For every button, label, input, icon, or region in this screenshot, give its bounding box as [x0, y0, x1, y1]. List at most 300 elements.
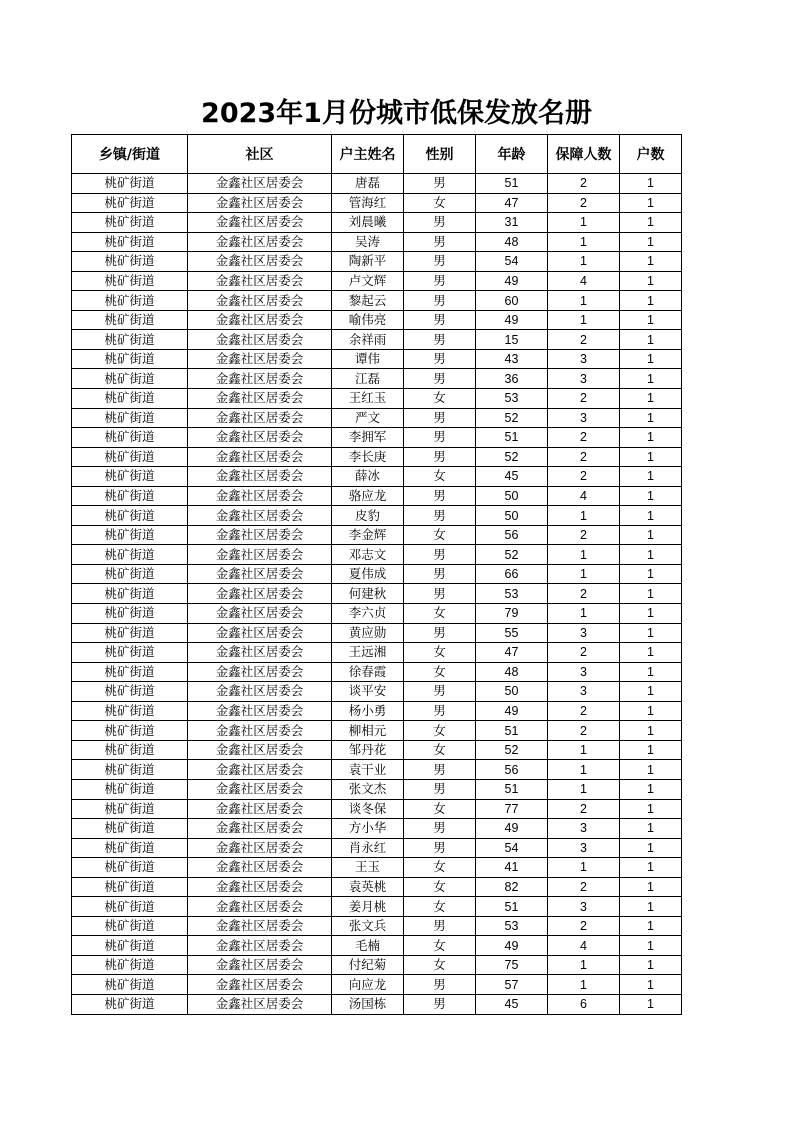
households-cell: 1 [620, 760, 682, 780]
gender-cell: 男 [404, 545, 476, 565]
gender-cell: 男 [404, 623, 476, 643]
covered-persons-cell: 1 [548, 858, 620, 878]
covered-persons-cell: 2 [548, 877, 620, 897]
table-row [72, 955, 682, 975]
table-row [72, 721, 682, 741]
covered-persons-cell: 2 [548, 701, 620, 721]
covered-persons-cell: 3 [548, 682, 620, 702]
households-cell: 1 [620, 213, 682, 233]
table-row [72, 389, 682, 409]
covered-persons-cell: 2 [548, 643, 620, 663]
age-cell: 53 [476, 584, 548, 604]
age-cell: 52 [476, 447, 548, 467]
age-cell: 49 [476, 936, 548, 956]
township-cell: 桃矿街道 [72, 193, 188, 213]
age-cell: 45 [476, 467, 548, 487]
gender-cell: 男 [404, 701, 476, 721]
covered-persons-cell: 3 [548, 369, 620, 389]
covered-persons-cell: 3 [548, 662, 620, 682]
table-row [72, 447, 682, 467]
roster-table [71, 134, 682, 1015]
households-cell: 1 [620, 682, 682, 702]
age-cell: 49 [476, 701, 548, 721]
gender-cell: 女 [404, 389, 476, 409]
gender-header: 性别 [404, 135, 476, 174]
community-cell: 金鑫社区居委会 [188, 232, 332, 252]
householder-name-cell: 李金辉 [332, 525, 404, 545]
age-cell: 43 [476, 349, 548, 369]
householder-name-cell: 李六贞 [332, 604, 404, 624]
gender-cell: 女 [404, 897, 476, 917]
table-row [72, 330, 682, 350]
community-cell: 金鑫社区居委会 [188, 564, 332, 584]
table-row [72, 213, 682, 233]
community-cell: 金鑫社区居委会 [188, 389, 332, 409]
table-row [72, 623, 682, 643]
community-cell: 金鑫社区居委会 [188, 994, 332, 1014]
age-cell: 47 [476, 193, 548, 213]
table-row [72, 232, 682, 252]
township-cell: 桃矿街道 [72, 838, 188, 858]
age-cell: 57 [476, 975, 548, 995]
township-cell: 桃矿街道 [72, 408, 188, 428]
households-cell: 1 [620, 271, 682, 291]
covered-persons-cell: 1 [548, 955, 620, 975]
householder-name-cell: 汤国栋 [332, 994, 404, 1014]
covered-persons-cell: 1 [548, 545, 620, 565]
page-title: 2023年1月份城市低保发放名册 [201, 98, 592, 129]
gender-cell: 男 [404, 682, 476, 702]
township-cell: 桃矿街道 [72, 389, 188, 409]
township-cell: 桃矿街道 [72, 877, 188, 897]
households-cell: 1 [620, 994, 682, 1014]
households-cell: 1 [620, 721, 682, 741]
householder-name-cell: 王红玉 [332, 389, 404, 409]
table-row [72, 799, 682, 819]
age-cell: 55 [476, 623, 548, 643]
township-cell: 桃矿街道 [72, 174, 188, 194]
age-cell: 60 [476, 291, 548, 311]
header-row [72, 135, 682, 174]
householder-name-cell: 张文兵 [332, 916, 404, 936]
age-cell: 52 [476, 545, 548, 565]
householder-name-cell: 骆应龙 [332, 486, 404, 506]
gender-cell: 女 [404, 740, 476, 760]
township-cell: 桃矿街道 [72, 213, 188, 233]
covered-persons-cell: 2 [548, 467, 620, 487]
covered-persons-cell: 2 [548, 584, 620, 604]
table-row [72, 838, 682, 858]
table-header [72, 135, 682, 174]
community-cell: 金鑫社区居委会 [188, 955, 332, 975]
gender-cell: 女 [404, 193, 476, 213]
householder-name-cell: 王远湘 [332, 643, 404, 663]
households-cell: 1 [620, 486, 682, 506]
township-cell: 桃矿街道 [72, 799, 188, 819]
gender-cell: 男 [404, 838, 476, 858]
community-cell: 金鑫社区居委会 [188, 271, 332, 291]
community-cell: 金鑫社区居委会 [188, 682, 332, 702]
township-cell: 桃矿街道 [72, 740, 188, 760]
households-cell: 1 [620, 838, 682, 858]
table-row [72, 271, 682, 291]
table-row [72, 877, 682, 897]
age-cell: 49 [476, 819, 548, 839]
covered-persons-cell: 1 [548, 760, 620, 780]
households-cell: 1 [620, 975, 682, 995]
age-cell: 41 [476, 858, 548, 878]
households-cell: 1 [620, 799, 682, 819]
age-cell: 54 [476, 252, 548, 272]
gender-cell: 女 [404, 799, 476, 819]
table-row [72, 760, 682, 780]
households-cell: 1 [620, 506, 682, 526]
age-cell: 15 [476, 330, 548, 350]
covered-persons-cell: 1 [548, 232, 620, 252]
township-cell: 桃矿街道 [72, 330, 188, 350]
gender-cell: 男 [404, 564, 476, 584]
householder-name-cell: 谈冬保 [332, 799, 404, 819]
households-cell: 1 [620, 545, 682, 565]
householder-name-cell: 柳相元 [332, 721, 404, 741]
householder-name-cell: 杨小勇 [332, 701, 404, 721]
township-cell: 桃矿街道 [72, 643, 188, 663]
community-cell: 金鑫社区居委会 [188, 975, 332, 995]
households-cell: 1 [620, 232, 682, 252]
gender-cell: 女 [404, 877, 476, 897]
community-cell: 金鑫社区居委会 [188, 662, 332, 682]
township-cell: 桃矿街道 [72, 564, 188, 584]
covered-persons-cell: 3 [548, 897, 620, 917]
covered-persons-cell: 3 [548, 819, 620, 839]
households-cell: 1 [620, 467, 682, 487]
gender-cell: 女 [404, 525, 476, 545]
age-cell: 52 [476, 408, 548, 428]
gender-cell: 男 [404, 819, 476, 839]
township-cell: 桃矿街道 [72, 584, 188, 604]
age-cell: 56 [476, 525, 548, 545]
community-cell: 金鑫社区居委会 [188, 545, 332, 565]
table-row [72, 936, 682, 956]
age-cell: 56 [476, 760, 548, 780]
township-cell: 桃矿街道 [72, 369, 188, 389]
households-cell: 1 [620, 779, 682, 799]
age-cell: 79 [476, 604, 548, 624]
township-cell: 桃矿街道 [72, 975, 188, 995]
community-cell: 金鑫社区居委会 [188, 349, 332, 369]
covered-persons-cell: 2 [548, 193, 620, 213]
householder-name-cell: 余祥雨 [332, 330, 404, 350]
community-cell: 金鑫社区居委会 [188, 525, 332, 545]
households-cell: 1 [620, 623, 682, 643]
covered-persons-cell: 4 [548, 936, 620, 956]
households-cell: 1 [620, 662, 682, 682]
township-cell: 桃矿街道 [72, 467, 188, 487]
community-cell: 金鑫社区居委会 [188, 877, 332, 897]
township-cell: 桃矿街道 [72, 701, 188, 721]
gender-cell: 男 [404, 916, 476, 936]
community-cell: 金鑫社区居委会 [188, 447, 332, 467]
householder-name-cell: 邹丹花 [332, 740, 404, 760]
covered-persons-cell: 1 [548, 252, 620, 272]
table-row [72, 740, 682, 760]
table-body [72, 174, 682, 1015]
householder-name-cell: 李拥军 [332, 428, 404, 448]
covered-persons-cell: 1 [548, 779, 620, 799]
community-cell: 金鑫社区居委会 [188, 936, 332, 956]
community-cell: 金鑫社区居委会 [188, 291, 332, 311]
age-cell: 51 [476, 779, 548, 799]
householder-name-cell: 肖永红 [332, 838, 404, 858]
gender-cell: 男 [404, 486, 476, 506]
community-cell: 金鑫社区居委会 [188, 779, 332, 799]
age-cell: 82 [476, 877, 548, 897]
covered-persons-cell: 2 [548, 721, 620, 741]
householder-name-cell: 谭伟 [332, 349, 404, 369]
householder-name-cell: 薛冰 [332, 467, 404, 487]
table-row [72, 486, 682, 506]
table-row [72, 604, 682, 624]
households-header: 户数 [620, 135, 682, 174]
township-cell: 桃矿街道 [72, 662, 188, 682]
households-cell: 1 [620, 916, 682, 936]
covered-persons-cell: 3 [548, 623, 620, 643]
age-cell: 52 [476, 740, 548, 760]
gender-cell: 男 [404, 779, 476, 799]
householder-name-cell: 邓志文 [332, 545, 404, 565]
table-row [72, 897, 682, 917]
township-cell: 桃矿街道 [72, 994, 188, 1014]
householder-name-cell: 袁英桃 [332, 877, 404, 897]
age-cell: 53 [476, 916, 548, 936]
covered-persons-cell: 1 [548, 740, 620, 760]
table-row [72, 174, 682, 194]
covered-persons-cell: 1 [548, 506, 620, 526]
householder-name-cell: 刘晨曦 [332, 213, 404, 233]
gender-cell: 男 [404, 271, 476, 291]
table-row [72, 252, 682, 272]
age-cell: 48 [476, 232, 548, 252]
householder-name-cell: 皮豹 [332, 506, 404, 526]
table-row [72, 525, 682, 545]
community-cell: 金鑫社区居委会 [188, 506, 332, 526]
community-cell: 金鑫社区居委会 [188, 819, 332, 839]
gender-cell: 男 [404, 330, 476, 350]
covered-persons-cell: 1 [548, 213, 620, 233]
households-cell: 1 [620, 564, 682, 584]
township-cell: 桃矿街道 [72, 936, 188, 956]
households-cell: 1 [620, 584, 682, 604]
community-cell: 金鑫社区居委会 [188, 897, 332, 917]
householder-name-header: 户主姓名 [332, 135, 404, 174]
gender-cell: 男 [404, 310, 476, 330]
age-cell: 50 [476, 682, 548, 702]
community-cell: 金鑫社区居委会 [188, 310, 332, 330]
households-cell: 1 [620, 955, 682, 975]
householder-name-cell: 严文 [332, 408, 404, 428]
community-cell: 金鑫社区居委会 [188, 486, 332, 506]
households-cell: 1 [620, 858, 682, 878]
households-cell: 1 [620, 897, 682, 917]
age-cell: 31 [476, 213, 548, 233]
gender-cell: 女 [404, 721, 476, 741]
householder-name-cell: 徐春霞 [332, 662, 404, 682]
community-cell: 金鑫社区居委会 [188, 174, 332, 194]
householder-name-cell: 夏伟成 [332, 564, 404, 584]
community-cell: 金鑫社区居委会 [188, 838, 332, 858]
households-cell: 1 [620, 330, 682, 350]
table-row [72, 916, 682, 936]
gender-cell: 男 [404, 174, 476, 194]
households-cell: 1 [620, 174, 682, 194]
table-row [72, 467, 682, 487]
age-cell: 50 [476, 506, 548, 526]
community-cell: 金鑫社区居委会 [188, 252, 332, 272]
community-cell: 金鑫社区居委会 [188, 604, 332, 624]
age-cell: 53 [476, 389, 548, 409]
householder-name-cell: 毛楠 [332, 936, 404, 956]
gender-cell: 女 [404, 955, 476, 975]
householder-name-cell: 卢文辉 [332, 271, 404, 291]
table-row [72, 369, 682, 389]
age-cell: 75 [476, 955, 548, 975]
covered-persons-cell: 2 [548, 447, 620, 467]
community-cell: 金鑫社区居委会 [188, 584, 332, 604]
township-cell: 桃矿街道 [72, 428, 188, 448]
gender-cell: 女 [404, 936, 476, 956]
covered-persons-header: 保障人数 [548, 135, 620, 174]
households-cell: 1 [620, 369, 682, 389]
householder-name-cell: 李长庚 [332, 447, 404, 467]
township-cell: 桃矿街道 [72, 271, 188, 291]
table-row [72, 564, 682, 584]
gender-cell: 男 [404, 232, 476, 252]
covered-persons-cell: 2 [548, 174, 620, 194]
table-row [72, 349, 682, 369]
householder-name-cell: 付纪菊 [332, 955, 404, 975]
covered-persons-cell: 1 [548, 310, 620, 330]
gender-cell: 男 [404, 252, 476, 272]
community-cell: 金鑫社区居委会 [188, 193, 332, 213]
township-cell: 桃矿街道 [72, 916, 188, 936]
households-cell: 1 [620, 428, 682, 448]
township-cell: 桃矿街道 [72, 291, 188, 311]
households-cell: 1 [620, 252, 682, 272]
covered-persons-cell: 4 [548, 486, 620, 506]
householder-name-cell: 喻伟亮 [332, 310, 404, 330]
covered-persons-cell: 2 [548, 799, 620, 819]
township-cell: 桃矿街道 [72, 897, 188, 917]
township-cell: 桃矿街道 [72, 819, 188, 839]
township-cell: 桃矿街道 [72, 349, 188, 369]
age-cell: 51 [476, 897, 548, 917]
township-cell: 桃矿街道 [72, 858, 188, 878]
householder-name-cell: 王玉 [332, 858, 404, 878]
table-row [72, 643, 682, 663]
householder-name-cell: 姜月桃 [332, 897, 404, 917]
households-cell: 1 [620, 408, 682, 428]
table-row [72, 408, 682, 428]
age-cell: 77 [476, 799, 548, 819]
community-cell: 金鑫社区居委会 [188, 330, 332, 350]
table-row [72, 428, 682, 448]
householder-name-cell: 方小华 [332, 819, 404, 839]
community-cell: 金鑫社区居委会 [188, 643, 332, 663]
householder-name-cell: 陶新平 [332, 252, 404, 272]
table-row [72, 193, 682, 213]
covered-persons-cell: 1 [548, 975, 620, 995]
covered-persons-cell: 4 [548, 271, 620, 291]
households-cell: 1 [620, 525, 682, 545]
covered-persons-cell: 2 [548, 916, 620, 936]
gender-cell: 男 [404, 428, 476, 448]
township-cell: 桃矿街道 [72, 604, 188, 624]
gender-cell: 男 [404, 349, 476, 369]
households-cell: 1 [620, 389, 682, 409]
gender-cell: 男 [404, 408, 476, 428]
households-cell: 1 [620, 193, 682, 213]
gender-cell: 女 [404, 467, 476, 487]
township-header: 乡镇/街道 [72, 135, 188, 174]
age-cell: 45 [476, 994, 548, 1014]
table-row [72, 506, 682, 526]
table-row [72, 545, 682, 565]
gender-cell: 男 [404, 291, 476, 311]
covered-persons-cell: 6 [548, 994, 620, 1014]
table-row [72, 975, 682, 995]
age-cell: 51 [476, 721, 548, 741]
township-cell: 桃矿街道 [72, 545, 188, 565]
township-cell: 桃矿街道 [72, 252, 188, 272]
covered-persons-cell: 2 [548, 525, 620, 545]
community-cell: 金鑫社区居委会 [188, 623, 332, 643]
age-cell: 49 [476, 271, 548, 291]
township-cell: 桃矿街道 [72, 955, 188, 975]
covered-persons-cell: 2 [548, 330, 620, 350]
community-cell: 金鑫社区居委会 [188, 701, 332, 721]
householder-name-cell: 江磊 [332, 369, 404, 389]
gender-cell: 男 [404, 447, 476, 467]
covered-persons-cell: 2 [548, 428, 620, 448]
householder-name-cell: 黎起云 [332, 291, 404, 311]
table-row [72, 291, 682, 311]
households-cell: 1 [620, 291, 682, 311]
community-cell: 金鑫社区居委会 [188, 760, 332, 780]
covered-persons-cell: 1 [548, 291, 620, 311]
gender-cell: 男 [404, 760, 476, 780]
township-cell: 桃矿街道 [72, 506, 188, 526]
age-cell: 51 [476, 428, 548, 448]
community-cell: 金鑫社区居委会 [188, 721, 332, 741]
householder-name-cell: 谈平安 [332, 682, 404, 702]
age-cell: 36 [476, 369, 548, 389]
table-row [72, 310, 682, 330]
householder-name-cell: 唐磊 [332, 174, 404, 194]
township-cell: 桃矿街道 [72, 682, 188, 702]
covered-persons-cell: 3 [548, 408, 620, 428]
gender-cell: 男 [404, 975, 476, 995]
gender-cell: 男 [404, 213, 476, 233]
township-cell: 桃矿街道 [72, 486, 188, 506]
covered-persons-cell: 1 [548, 604, 620, 624]
households-cell: 1 [620, 877, 682, 897]
covered-persons-cell: 1 [548, 564, 620, 584]
gender-cell: 女 [404, 662, 476, 682]
table-row [72, 682, 682, 702]
community-cell: 金鑫社区居委会 [188, 799, 332, 819]
householder-name-cell: 吴涛 [332, 232, 404, 252]
householder-name-cell: 管海红 [332, 193, 404, 213]
